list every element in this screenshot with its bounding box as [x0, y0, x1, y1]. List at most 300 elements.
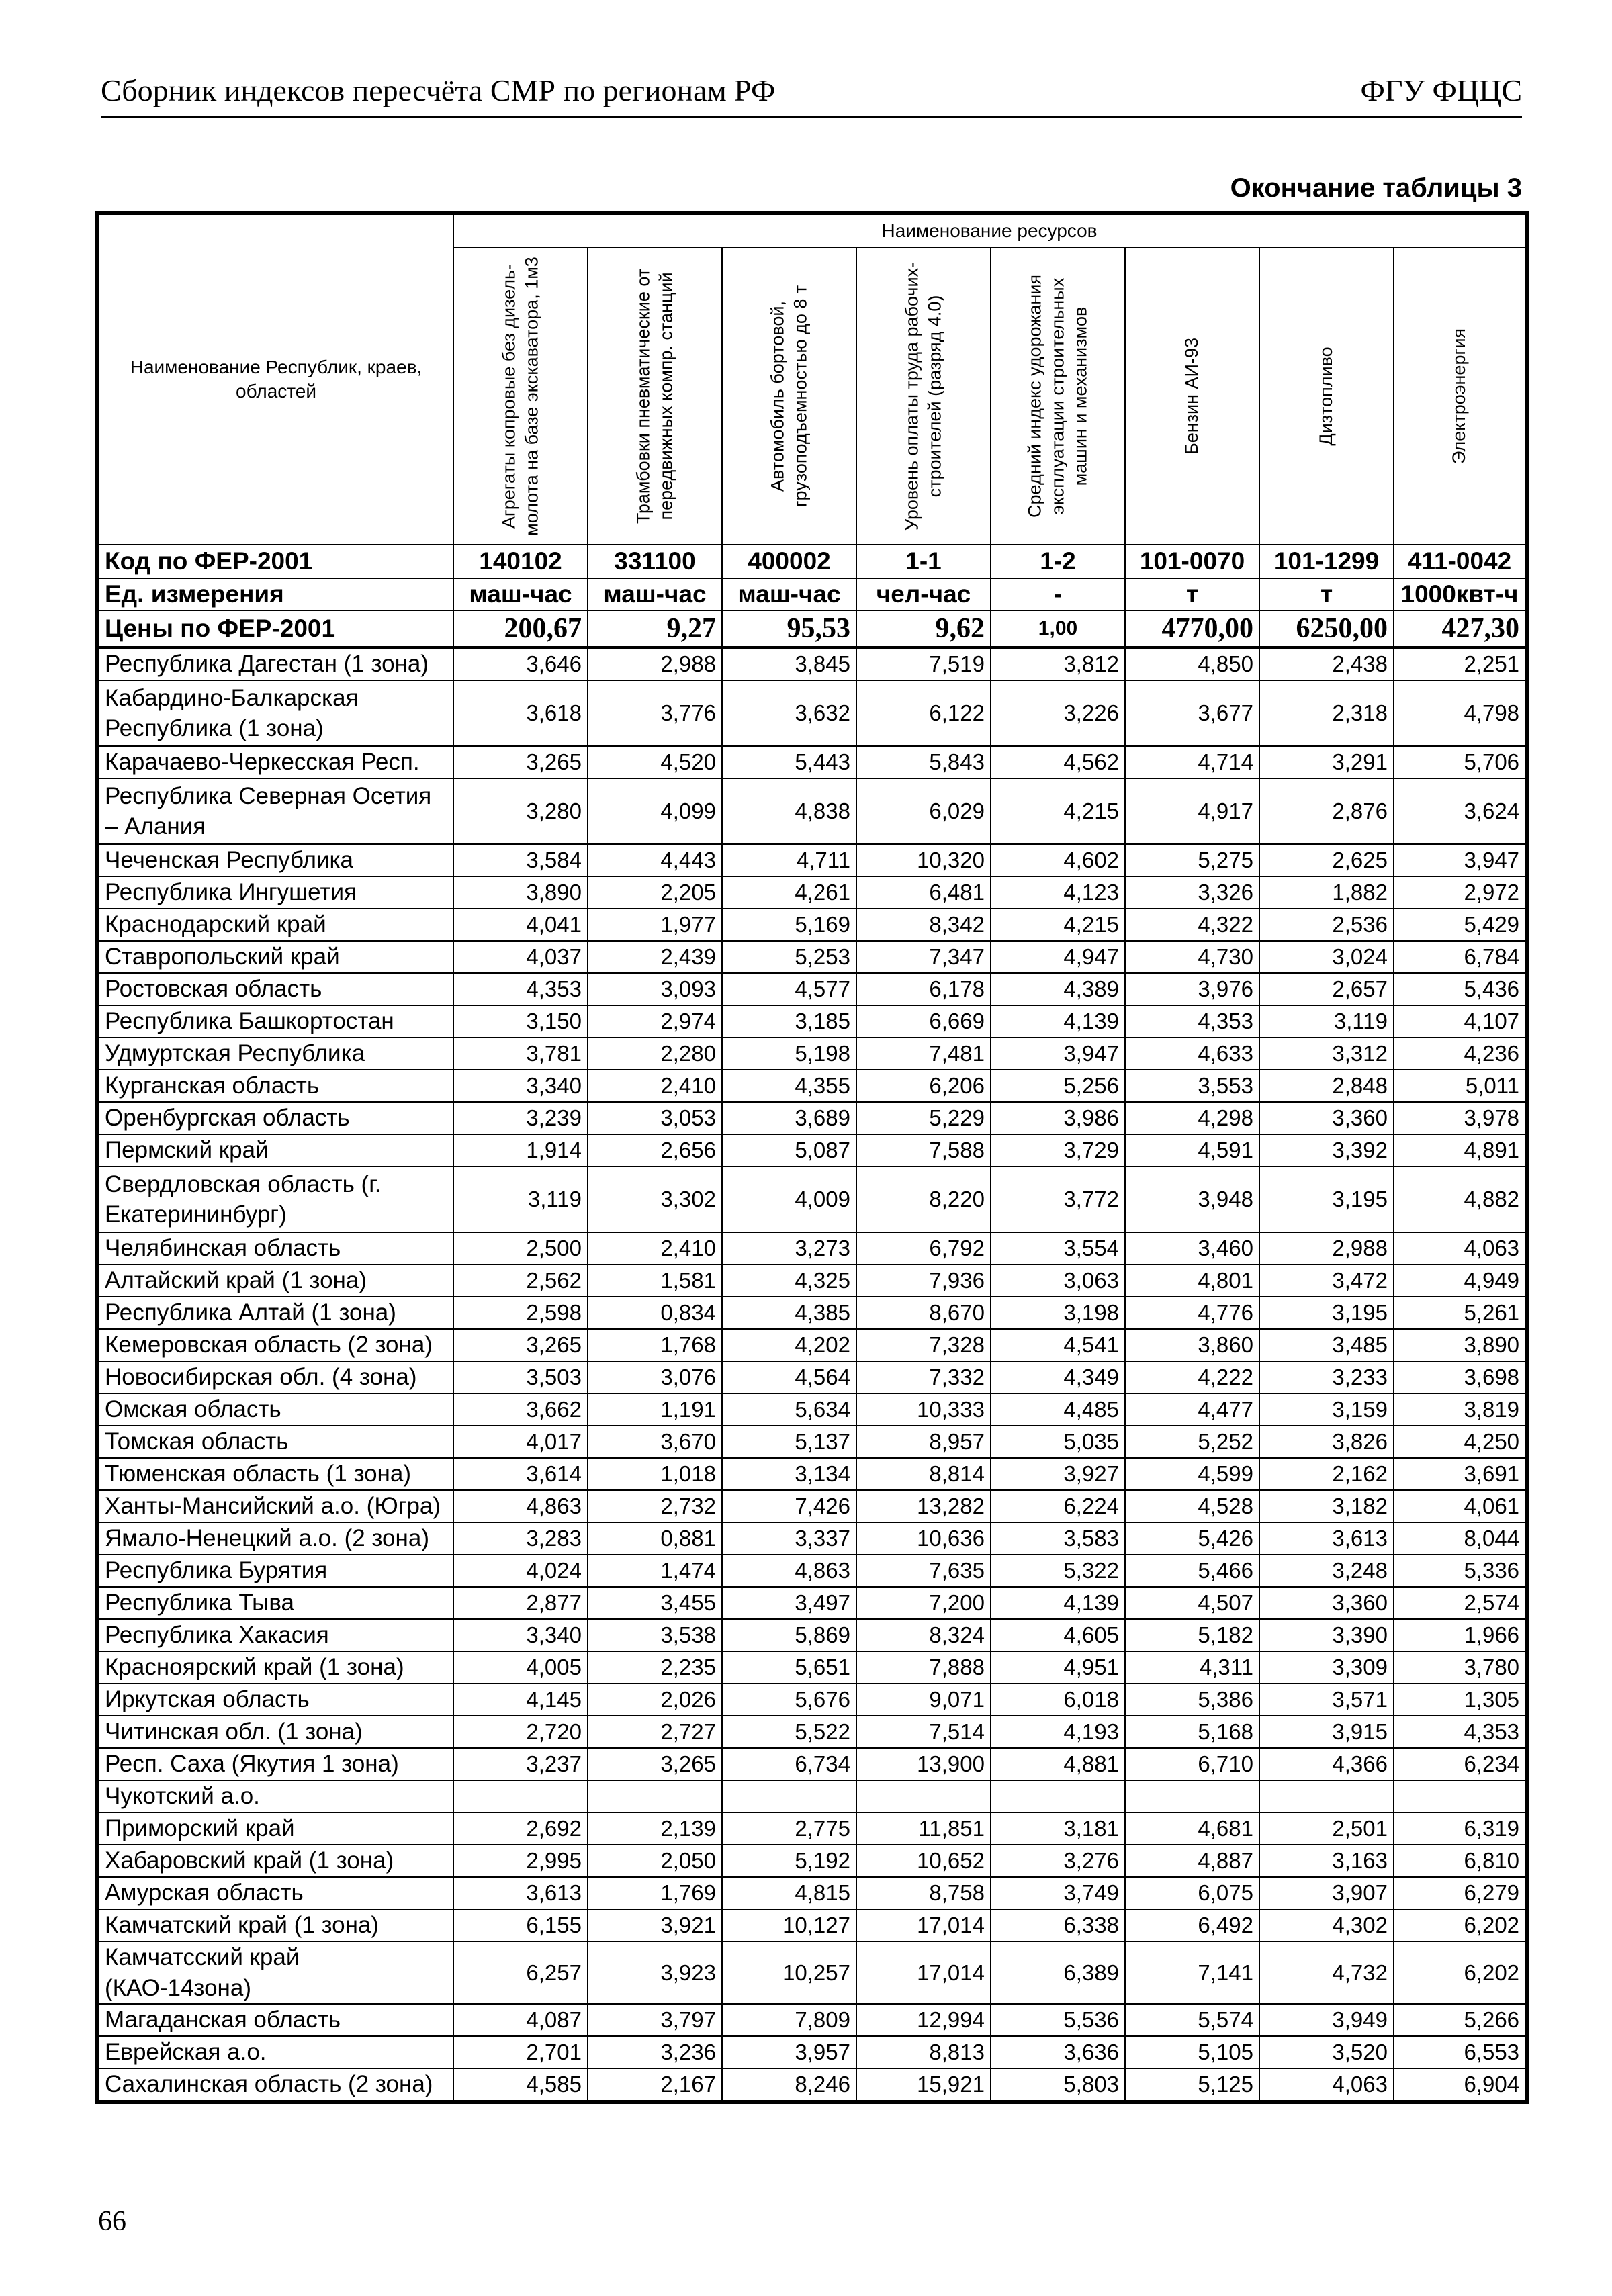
table-row: [99, 1070, 1525, 1102]
fer-code-row-cell: 400002: [722, 545, 856, 578]
index-value: 4,863: [453, 1490, 588, 1522]
index-value: 4,193: [991, 1716, 1125, 1748]
index-value: 3,947: [991, 1038, 1125, 1070]
index-value: 2,410: [588, 1070, 722, 1102]
index-value: 3,554: [991, 1232, 1125, 1265]
price-row-cell: 200,67: [453, 610, 588, 647]
index-value: 5,137: [722, 1426, 856, 1458]
index-value: 3,520: [1259, 2036, 1394, 2068]
index-value: 6,155: [453, 1909, 588, 1941]
index-value: 3,181: [991, 1812, 1125, 1845]
price-row-cell: 95,53: [722, 610, 856, 647]
index-value: 4,087: [453, 2004, 588, 2036]
index-value: 6,389: [991, 1941, 1125, 2004]
index-value: 4,891: [1394, 1134, 1525, 1166]
region-name: Республика Алтай (1 зона): [99, 1297, 453, 1329]
index-value: 3,265: [453, 746, 588, 778]
region-name: Камчатсский край (КАО-14зона): [99, 1941, 453, 2004]
table-row: [99, 973, 1525, 1005]
index-value: 2,205: [588, 876, 722, 909]
index-value: 4,917: [1125, 778, 1259, 844]
index-value: 3,698: [1394, 1361, 1525, 1393]
index-value: 5,634: [722, 1393, 856, 1426]
index-value: 4,564: [722, 1361, 856, 1393]
index-value: 5,869: [722, 1619, 856, 1651]
index-value: 3,150: [453, 1005, 588, 1038]
table-row: [99, 1651, 1525, 1684]
index-value: 4,591: [1125, 1134, 1259, 1166]
index-value: 3,691: [1394, 1458, 1525, 1490]
index-value: 4,585: [453, 2068, 588, 2101]
fer-code-row-cell: 1-2: [991, 545, 1125, 578]
index-value: 2,995: [453, 1845, 588, 1877]
index-value: 8,220: [856, 1166, 991, 1232]
index-value: 3,749: [991, 1877, 1125, 1909]
index-value: 4,602: [991, 844, 1125, 876]
index-value: 4,325: [722, 1265, 856, 1297]
index-value: [588, 1780, 722, 1812]
index-value: 8,758: [856, 1877, 991, 1909]
region-name: Республика Тыва: [99, 1587, 453, 1619]
index-value: 5,426: [1125, 1522, 1259, 1555]
index-value: 5,843: [856, 746, 991, 778]
index-value: 4,485: [991, 1393, 1125, 1426]
index-value: 0,834: [588, 1297, 722, 1329]
index-value: 6,784: [1394, 941, 1525, 973]
index-value: 3,927: [991, 1458, 1125, 1490]
index-value: 1,768: [588, 1329, 722, 1361]
index-value: 3,076: [588, 1361, 722, 1393]
index-value: 4,863: [722, 1555, 856, 1587]
index-value: 5,168: [1125, 1716, 1259, 1748]
region-name: Удмуртская Республика: [99, 1038, 453, 1070]
index-value: 3,195: [1259, 1297, 1394, 1329]
index-value: 15,921: [856, 2068, 991, 2101]
fer-code-row: [99, 545, 1525, 578]
table-row: [99, 1716, 1525, 1748]
index-value: 2,972: [1394, 876, 1525, 909]
table-row: [99, 844, 1525, 876]
index-value: 5,429: [1394, 909, 1525, 941]
index-value: 10,636: [856, 1522, 991, 1555]
index-value: 5,522: [722, 1716, 856, 1748]
resource-column-header: [588, 248, 722, 545]
index-value: 6,810: [1394, 1845, 1525, 1877]
table-row: [99, 1748, 1525, 1780]
index-value: 0,881: [588, 1522, 722, 1555]
index-value: 2,574: [1394, 1587, 1525, 1619]
region-name: Курганская область: [99, 1070, 453, 1102]
region-name: Красноярский край (1 зона): [99, 1651, 453, 1684]
index-value: 2,500: [453, 1232, 588, 1265]
table-row: [99, 1393, 1525, 1426]
index-value: 3,497: [722, 1587, 856, 1619]
index-value: 4,123: [991, 876, 1125, 909]
regional-index-table: [98, 214, 1526, 2101]
index-value: 3,276: [991, 1845, 1125, 1877]
table-row: [99, 1265, 1525, 1297]
index-value: 3,553: [1125, 1070, 1259, 1102]
index-value: 4,355: [722, 1070, 856, 1102]
index-value: 3,624: [1394, 778, 1525, 844]
index-value: 2,701: [453, 2036, 588, 2068]
index-value: 4,838: [722, 778, 856, 844]
index-value: 4,024: [453, 1555, 588, 1587]
index-value: 4,261: [722, 876, 856, 909]
index-value: 2,501: [1259, 1812, 1394, 1845]
index-value: 12,994: [856, 2004, 991, 2036]
index-value: 6,224: [991, 1490, 1125, 1522]
index-value: 3,978: [1394, 1102, 1525, 1134]
index-value: 3,195: [1259, 1166, 1394, 1232]
index-value: 4,302: [1259, 1909, 1394, 1941]
table-row: [99, 1490, 1525, 1522]
price-row-label: Цены по ФЕР-2001: [99, 610, 453, 647]
index-value: 3,729: [991, 1134, 1125, 1166]
index-value: 3,646: [453, 647, 588, 680]
index-value: 4,222: [1125, 1361, 1259, 1393]
index-value: 11,851: [856, 1812, 991, 1845]
index-value: 3,613: [1259, 1522, 1394, 1555]
index-value: 3,949: [1259, 2004, 1394, 2036]
table-row: [99, 1877, 1525, 1909]
table-row: [99, 876, 1525, 909]
index-value: 3,233: [1259, 1361, 1394, 1393]
index-value: 4,949: [1394, 1265, 1525, 1297]
price-row: [99, 610, 1525, 647]
index-value: 3,053: [588, 1102, 722, 1134]
index-value: 3,185: [722, 1005, 856, 1038]
index-value: 4,798: [1394, 680, 1525, 746]
table-row: [99, 1426, 1525, 1458]
index-value: 7,635: [856, 1555, 991, 1587]
index-value: 3,236: [588, 2036, 722, 2068]
region-name: Челябинская область: [99, 1232, 453, 1265]
region-name: Ростовская область: [99, 973, 453, 1005]
index-value: 2,438: [1259, 647, 1394, 680]
index-value: 2,251: [1394, 647, 1525, 680]
fer-code-row-cell: 101-0070: [1125, 545, 1259, 578]
region-name: Иркутская область: [99, 1684, 453, 1716]
index-value: 8,342: [856, 909, 991, 941]
table-row: [99, 746, 1525, 778]
index-value: 10,333: [856, 1393, 991, 1426]
index-value: 4,311: [1125, 1651, 1259, 1684]
region-name: Тюменская область (1 зона): [99, 1458, 453, 1490]
index-value: 4,541: [991, 1329, 1125, 1361]
index-value: 10,320: [856, 844, 991, 876]
index-value: 2,692: [453, 1812, 588, 1845]
table-row: [99, 1522, 1525, 1555]
table-row: [99, 680, 1525, 746]
index-value: 5,322: [991, 1555, 1125, 1587]
table-row: [99, 1458, 1525, 1490]
resource-column-label: Дизтопливо: [1316, 347, 1337, 446]
index-value: 5,035: [991, 1426, 1125, 1458]
region-name: Свердловская область (г. Екатерининбург): [99, 1166, 453, 1232]
resource-column-label: Автомобиль бортовой, грузоподъемностью до 8 т: [767, 285, 810, 508]
index-value: 1,914: [453, 1134, 588, 1166]
region-name: Республика Хакасия: [99, 1619, 453, 1651]
index-value: 8,813: [856, 2036, 991, 2068]
index-value: 6,553: [1394, 2036, 1525, 2068]
index-value: 5,192: [722, 1845, 856, 1877]
price-row-cell: 4770,00: [1125, 610, 1259, 647]
region-name: Республика Дагестан (1 зона): [99, 647, 453, 680]
index-value: 2,988: [588, 647, 722, 680]
index-value: 3,273: [722, 1232, 856, 1265]
region-name: Кемеровская область (2 зона): [99, 1329, 453, 1361]
index-value: 8,670: [856, 1297, 991, 1329]
index-value: 3,159: [1259, 1393, 1394, 1426]
index-value: 5,386: [1125, 1684, 1259, 1716]
index-value: 3,134: [722, 1458, 856, 1490]
index-value: 4,947: [991, 941, 1125, 973]
index-value: 2,657: [1259, 973, 1394, 1005]
index-value: 3,957: [722, 2036, 856, 2068]
page-number: 66: [98, 2206, 126, 2237]
index-value: 3,198: [991, 1297, 1125, 1329]
index-value: 4,850: [1125, 647, 1259, 680]
index-value: 3,845: [722, 647, 856, 680]
index-value: 4,520: [588, 746, 722, 778]
index-value: 5,443: [722, 746, 856, 778]
index-value: 3,024: [1259, 941, 1394, 973]
table-row: [99, 1587, 1525, 1619]
index-value: 4,577: [722, 973, 856, 1005]
index-value: 6,279: [1394, 1877, 1525, 1909]
index-value: 5,336: [1394, 1555, 1525, 1587]
index-value: 3,265: [453, 1329, 588, 1361]
index-value: 2,988: [1259, 1232, 1394, 1265]
index-value: 7,328: [856, 1329, 991, 1361]
index-value: 3,226: [991, 680, 1125, 746]
index-value: 3,337: [722, 1522, 856, 1555]
index-value: 4,477: [1125, 1393, 1259, 1426]
resource-column-header: [1259, 248, 1394, 545]
index-value: 2,656: [588, 1134, 722, 1166]
unit-row-cell: 1000квт-ч: [1394, 578, 1525, 610]
resource-column-label: Бензин АИ-93: [1181, 338, 1202, 455]
index-value: 4,215: [991, 778, 1125, 844]
index-value: [1394, 1780, 1525, 1812]
resource-column-label: Агрегаты копровые без дизель-молота на базе экскаватора, 1м3: [498, 257, 541, 536]
region-name: Новосибирская обл. (4 зона): [99, 1361, 453, 1393]
index-value: 4,353: [1125, 1005, 1259, 1038]
index-value: 5,536: [991, 2004, 1125, 2036]
index-value: 3,472: [1259, 1265, 1394, 1297]
index-value: 5,266: [1394, 2004, 1525, 2036]
index-value: 6,202: [1394, 1941, 1525, 2004]
index-value: 2,235: [588, 1651, 722, 1684]
region-name: Республика Бурятия: [99, 1555, 453, 1587]
index-value: 4,711: [722, 844, 856, 876]
table-row: [99, 1555, 1525, 1587]
index-value: 5,252: [1125, 1426, 1259, 1458]
index-value: [1259, 1780, 1394, 1812]
index-value: 2,162: [1259, 1458, 1394, 1490]
index-value: 4,951: [991, 1651, 1125, 1684]
index-value: 3,583: [991, 1522, 1125, 1555]
index-value: 4,236: [1394, 1038, 1525, 1070]
index-value: 3,312: [1259, 1038, 1394, 1070]
index-value: 4,099: [588, 778, 722, 844]
index-value: 4,202: [722, 1329, 856, 1361]
index-value: 3,460: [1125, 1232, 1259, 1265]
index-value: 1,581: [588, 1265, 722, 1297]
index-value: 3,826: [1259, 1426, 1394, 1458]
region-name: Томская область: [99, 1426, 453, 1458]
index-value: 5,676: [722, 1684, 856, 1716]
index-value: 6,792: [856, 1232, 991, 1265]
table-row: [99, 647, 1525, 680]
index-value: [991, 1780, 1125, 1812]
table-row: [99, 1941, 1525, 2004]
region-name-header: Наименование Республик, краев, областей: [99, 214, 453, 545]
index-value: 4,681: [1125, 1812, 1259, 1845]
table-row: [99, 909, 1525, 941]
unit-row-cell: маш-час: [453, 578, 588, 610]
index-value: 3,915: [1259, 1716, 1394, 1748]
table-row: [99, 1619, 1525, 1651]
index-value: 5,182: [1125, 1619, 1259, 1651]
index-value: [722, 1780, 856, 1812]
table-row: [99, 1102, 1525, 1134]
index-value: 3,063: [991, 1265, 1125, 1297]
region-name: Ямало-Ненецкий а.о. (2 зона): [99, 1522, 453, 1555]
index-value: 2,727: [588, 1716, 722, 1748]
index-value: 4,366: [1259, 1748, 1394, 1780]
index-value: 1,474: [588, 1555, 722, 1587]
index-value: 3,248: [1259, 1555, 1394, 1587]
region-name: Еврейская а.о.: [99, 2036, 453, 2068]
index-value: 2,050: [588, 1845, 722, 1877]
index-value: 6,319: [1394, 1812, 1525, 1845]
index-value: 5,706: [1394, 746, 1525, 778]
resource-column-header: [991, 248, 1125, 545]
index-value: 2,536: [1259, 909, 1394, 941]
index-value: 3,677: [1125, 680, 1259, 746]
index-value: 8,324: [856, 1619, 991, 1651]
index-value: 1,977: [588, 909, 722, 941]
index-value: 4,009: [722, 1166, 856, 1232]
index-value: 4,562: [991, 746, 1125, 778]
index-value: 3,890: [453, 876, 588, 909]
table-row: [99, 1166, 1525, 1232]
index-value: 5,011: [1394, 1070, 1525, 1102]
index-value: 6,202: [1394, 1909, 1525, 1941]
region-name: Ставропольский край: [99, 941, 453, 973]
table-row: [99, 1297, 1525, 1329]
index-value: 5,436: [1394, 973, 1525, 1005]
index-value: 3,780: [1394, 1651, 1525, 1684]
index-value: 6,492: [1125, 1909, 1259, 1941]
index-value: 3,390: [1259, 1619, 1394, 1651]
index-value: 17,014: [856, 1909, 991, 1941]
unit-row-cell: т: [1259, 578, 1394, 610]
region-name: Чукотский а.о.: [99, 1780, 453, 1812]
index-value: 1,882: [1259, 876, 1394, 909]
index-value: 13,282: [856, 1490, 991, 1522]
index-value: 2,139: [588, 1812, 722, 1845]
table-row: [99, 1909, 1525, 1941]
index-value: 3,309: [1259, 1651, 1394, 1684]
price-row-cell: 1,00: [991, 610, 1125, 647]
index-value: 3,689: [722, 1102, 856, 1134]
index-value: 3,119: [1259, 1005, 1394, 1038]
index-value: 3,618: [453, 680, 588, 746]
index-value: 2,167: [588, 2068, 722, 2101]
index-value: 7,809: [722, 2004, 856, 2036]
resource-column-header: [722, 248, 856, 545]
index-value: 6,338: [991, 1909, 1125, 1941]
index-value: 4,443: [588, 844, 722, 876]
index-value: 2,848: [1259, 1070, 1394, 1102]
region-name: Респ. Саха (Якутия 1 зона): [99, 1748, 453, 1780]
index-value: 5,105: [1125, 2036, 1259, 2068]
index-value: 4,507: [1125, 1587, 1259, 1619]
table-row: [99, 1134, 1525, 1166]
index-value: 6,481: [856, 876, 991, 909]
index-value: 4,250: [1394, 1426, 1525, 1458]
fer-code-row-cell: 411-0042: [1394, 545, 1525, 578]
index-value: 6,075: [1125, 1877, 1259, 1909]
index-value: 3,797: [588, 2004, 722, 2036]
index-value: 5,198: [722, 1038, 856, 1070]
index-value: 13,900: [856, 1748, 991, 1780]
index-value: 3,948: [1125, 1166, 1259, 1232]
index-value: 3,326: [1125, 876, 1259, 909]
index-value: 3,392: [1259, 1134, 1394, 1166]
resource-column-header: [1394, 248, 1525, 545]
region-name: Камчатский край (1 зона): [99, 1909, 453, 1941]
fer-code-row-cell: 1-1: [856, 545, 991, 578]
index-value: 5,125: [1125, 2068, 1259, 2101]
index-value: [453, 1780, 588, 1812]
index-value: 2,318: [1259, 680, 1394, 746]
region-name: Алтайский край (1 зона): [99, 1265, 453, 1297]
index-value: 4,145: [453, 1684, 588, 1716]
resource-column-label: Уровень оплаты труда рабочих-строителей (разряд 4.0): [901, 261, 944, 531]
table-row: [99, 1005, 1525, 1038]
index-value: 3,571: [1259, 1684, 1394, 1716]
table-row: [99, 2036, 1525, 2068]
index-value: 4,353: [453, 973, 588, 1005]
index-value: [856, 1780, 991, 1812]
fer-code-row-cell: 101-1299: [1259, 545, 1394, 578]
index-value: 5,803: [991, 2068, 1125, 2101]
index-value: 4,005: [453, 1651, 588, 1684]
resource-column-header: [856, 248, 991, 545]
index-value: 2,598: [453, 1297, 588, 1329]
index-value: [1125, 1780, 1259, 1812]
index-value: 7,888: [856, 1651, 991, 1684]
index-value: 3,636: [991, 2036, 1125, 2068]
index-value: 6,122: [856, 680, 991, 746]
index-value: 4,139: [991, 1005, 1125, 1038]
index-value: 8,044: [1394, 1522, 1525, 1555]
index-value: 3,239: [453, 1102, 588, 1134]
fer-code-row-cell: 331100: [588, 545, 722, 578]
index-value: 3,613: [453, 1877, 588, 1909]
index-value: 4,887: [1125, 1845, 1259, 1877]
region-name: Оренбургская область: [99, 1102, 453, 1134]
index-value: 4,017: [453, 1426, 588, 1458]
index-value: 6,710: [1125, 1748, 1259, 1780]
index-value: 3,455: [588, 1587, 722, 1619]
index-value: 1,305: [1394, 1684, 1525, 1716]
index-value: 2,439: [588, 941, 722, 973]
